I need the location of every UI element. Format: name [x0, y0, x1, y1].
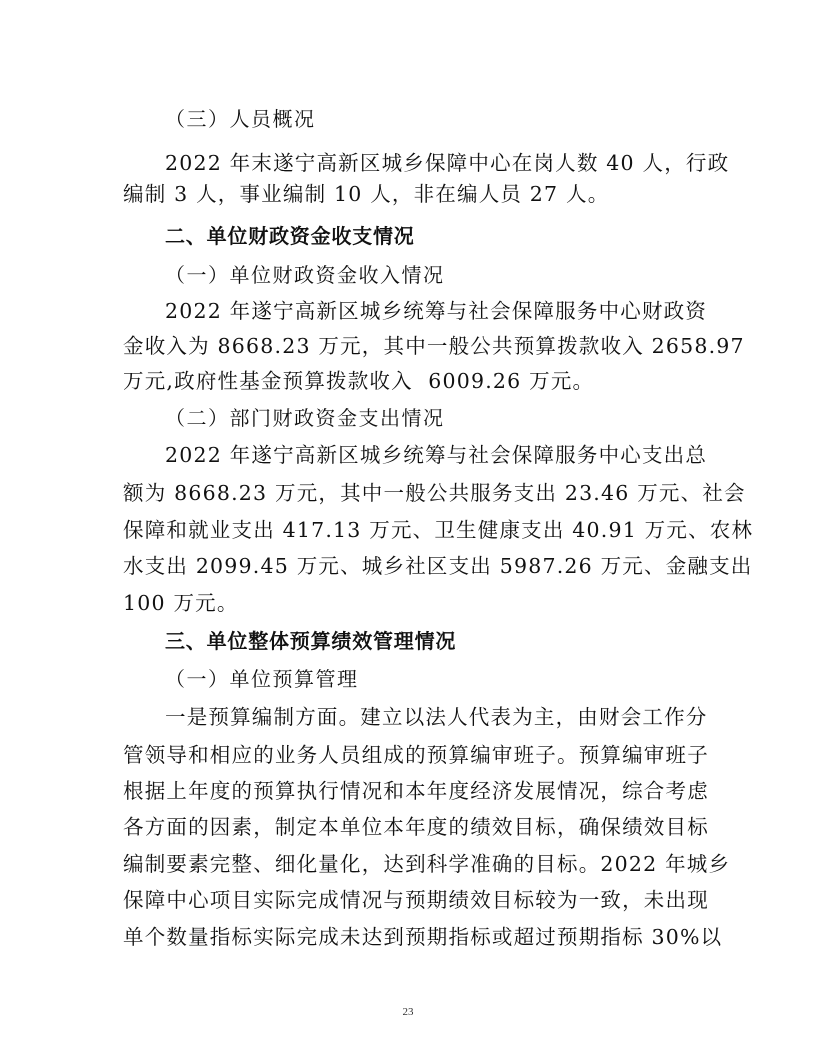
income-subheading: （一）单位财政资金收入情况 — [165, 263, 445, 287]
budget-management-subheading: （一）单位预算管理 — [165, 667, 359, 691]
expense-subheading: （二）部门财政资金支出情况 — [165, 406, 445, 430]
personnel-paragraph-line: 编制 3 人，事业编制 10 人，非在编人员 27 人。 — [123, 182, 610, 206]
income-paragraph-line: 万元,政府性基金预算拨款收入 6009.26 万元。 — [123, 369, 595, 393]
expense-paragraph-line: 保障和就业支出 417.13 万元、卫生健康支出 40.91 万元、农林 — [123, 518, 754, 542]
budget-paragraph-line: 一是预算编制方面。建立以法人代表为主，由财会工作分 — [165, 705, 708, 729]
page-number: 23 — [402, 1006, 414, 1018]
finance-section-heading: 二、单位财政资金收支情况 — [165, 224, 415, 248]
budget-paragraph-line: 管领导和相应的业务人员组成的预算编审班子。预算编审班子 — [123, 743, 709, 767]
income-paragraph-line: 金收入为 8668.23 万元，其中一般公共预算拨款收入 2658.97 — [123, 334, 745, 358]
budget-paragraph-line: 各方面的因素，制定本单位本年度的绩效目标，确保绩效目标 — [123, 815, 709, 839]
budget-paragraph-line: 编制要素完整、细化量化，达到科学准确的目标。2022 年城乡 — [123, 852, 731, 876]
budget-paragraph-line: 保障中心项目实际完成情况与预期绩效目标较为一致，未出现 — [123, 888, 709, 912]
expense-paragraph-line: 2022 年遂宁高新区城乡统筹与社会保障服务中心支出总 — [165, 443, 708, 467]
budget-paragraph-line: 根据上年度的预算执行情况和本年度经济发展情况，综合考虑 — [123, 779, 709, 803]
performance-section-heading: 三、单位整体预算绩效管理情况 — [165, 629, 457, 653]
expense-paragraph-line: 100 万元。 — [123, 591, 239, 615]
personnel-paragraph-line: 2022 年末遂宁高新区城乡保障中心在岗人数 40 人，行政 — [165, 151, 730, 175]
personnel-heading: （三）人员概况 — [165, 107, 316, 131]
budget-paragraph-line: 单个数量指标实际完成未达到预期指标或超过预期指标 30%以 — [123, 925, 723, 949]
income-paragraph-line: 2022 年遂宁高新区城乡统筹与社会保障服务中心财政资 — [165, 299, 708, 323]
expense-paragraph-line: 水支出 2099.45 万元、城乡社区支出 5987.26 万元、金融支出 — [123, 554, 753, 578]
expense-paragraph-line: 额为 8668.23 万元，其中一般公共服务支出 23.46 万元、社会 — [123, 481, 746, 505]
